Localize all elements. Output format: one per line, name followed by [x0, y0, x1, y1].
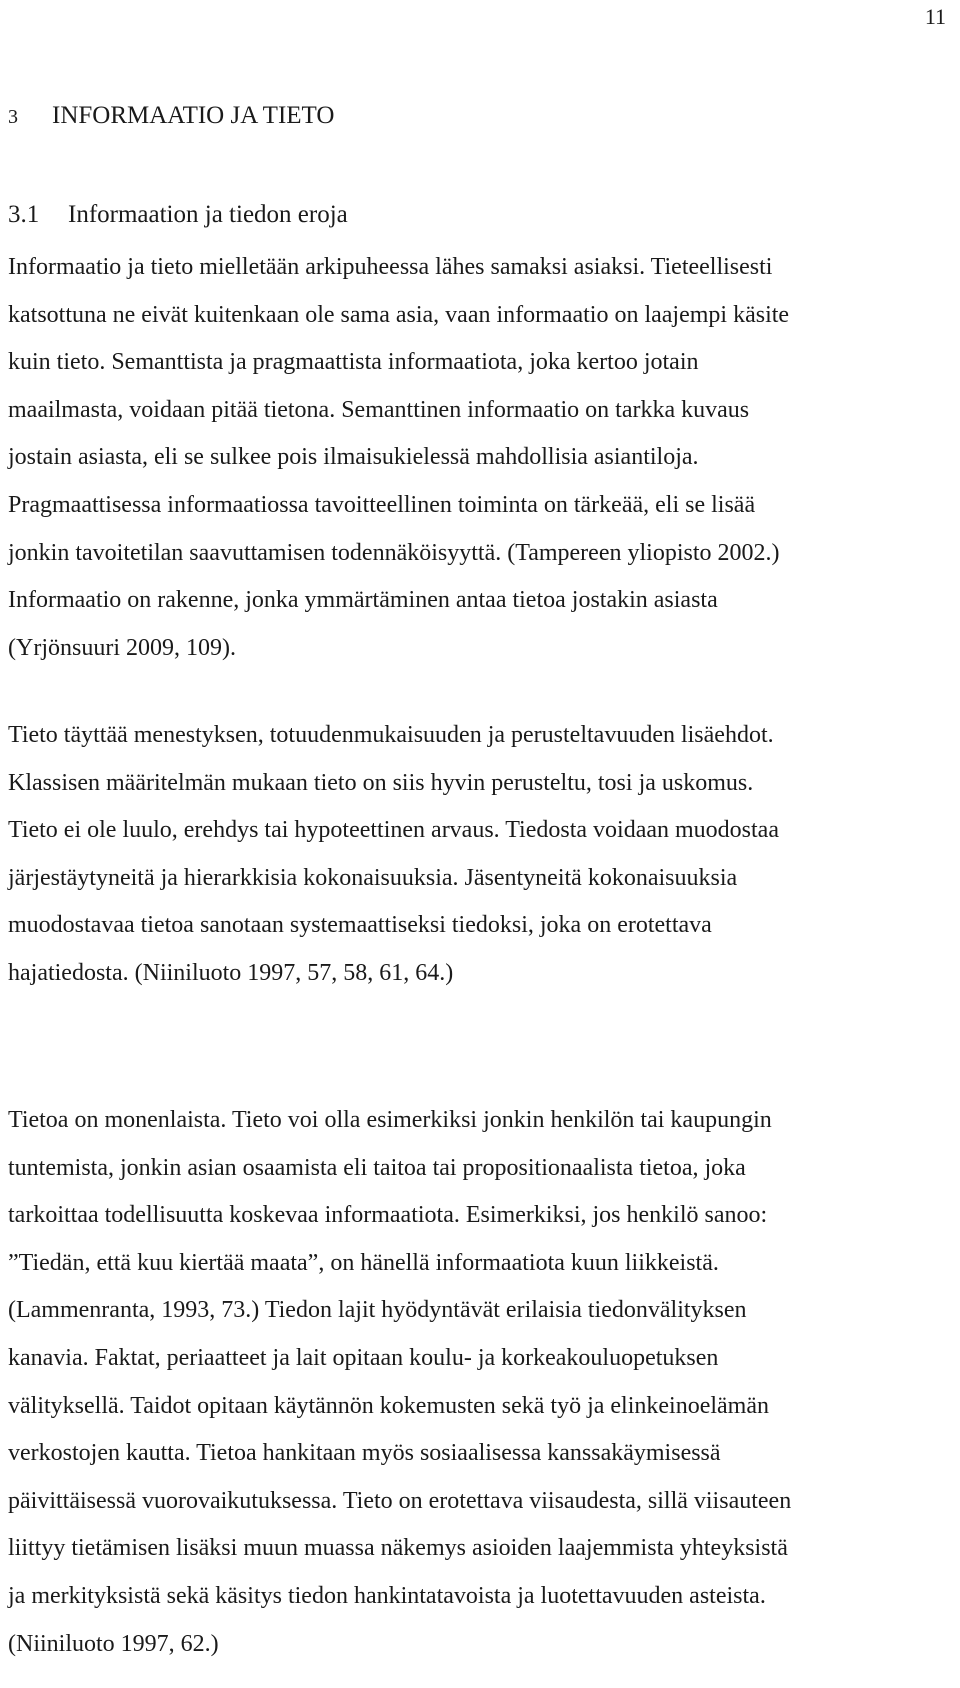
section-number: 3.1: [8, 201, 40, 228]
text-line: verkostojen kautta. Tietoa hankitaan myös sosiaalisessa kanssakäymisessä: [8, 1440, 721, 1467]
text-line: Klassisen määritelmän mukaan tieto on siis hyvin perusteltu, tosi ja uskomus.: [8, 769, 754, 796]
chapter-heading: [8, 100, 334, 133]
text-line: tuntemista, jonkin asian osaamista eli taitoa tai propositionaalista tietoa, joka: [8, 1154, 746, 1181]
text-line: maailmasta, voidaan pitää tietona. Semanttinen informaatio on tarkka kuvaus: [8, 396, 750, 423]
text-line: ”Tiedän, että kuu kiertää maata”, on hänellä informaatiota kuun liikkeistä.: [8, 1249, 719, 1276]
paragraph-3: [8, 1097, 958, 1668]
text-line: liittyy tietämisen lisäksi muun muassa näkemys asioiden laajemmista yhteyksistä: [8, 1535, 788, 1562]
section-heading: [8, 199, 348, 231]
chapter-number: 3: [8, 106, 18, 128]
text-line: hajatiedosta. (Niiniluoto 1997, 57, 58, 61, 64.): [8, 959, 454, 986]
text-line: järjestäytyneitä ja hierarkkisia kokonaisuuksia. Jäsentyneitä kokonaisuuksia: [8, 864, 738, 891]
text-line: Tieto täyttää menestyksen, totuudenmukaisuuden ja perusteltavuuden lisäehdot.: [8, 722, 774, 748]
text-line: tarkoittaa todellisuutta koskevaa informaatiota. Esimerkiksi, jos henkilö sanoo:: [8, 1202, 768, 1229]
text-line: Tieto ei ole luulo, erehdys tai hypoteettinen arvaus. Tiedosta voidaan muodostaa: [8, 817, 779, 844]
text-line: Informaatio ja tieto mielletään arkipuheessa lähes samaksi asiaksi. Tieteellisesti: [8, 254, 773, 280]
text-line: kanavia. Faktat, periaatteet ja lait opitaan koulu- ja korkeakouluopetuksen: [8, 1344, 719, 1371]
text-line: ja merkityksistä sekä käsitys tiedon hankintatavoista ja luotettavuuden asteista.: [8, 1582, 766, 1609]
paragraph-2: [8, 712, 958, 998]
section-title: Informaation ja tiedon eroja: [68, 201, 348, 228]
page-number: 11: [924, 4, 946, 29]
chapter-title: INFORMAATIO JA TIETO: [52, 102, 335, 129]
text-line: jostain asiasta, eli se sulkee pois ilmaisukielessä mahdollisia asiantiloja.: [8, 444, 699, 471]
paragraph-1: [8, 244, 958, 672]
text-line: Tietoa on monenlaista. Tieto voi olla esimerkiksi jonkin henkilön tai kaupungin: [8, 1107, 772, 1133]
text-line: (Niiniluoto 1997, 62.): [8, 1630, 219, 1657]
text-line: (Yrjönsuuri 2009, 109).: [8, 634, 236, 661]
text-line: Pragmaattisessa informaatiossa tavoitteellinen toiminta on tärkeää, eli se lisää: [8, 491, 756, 518]
text-line: katsottuna ne eivät kuitenkaan ole sama asia, vaan informaatio on laajempi käsite: [8, 301, 790, 328]
text-line: (Lammenranta, 1993, 73.) Tiedon lajit hyödyntävät erilaisia tiedonvälityksen: [8, 1297, 747, 1324]
text-line: muodostavaa tietoa sanotaan systemaattiseksi tiedoksi, joka on erotettava: [8, 912, 712, 939]
text-line: jonkin tavoitetilan saavuttamisen todennäköisyyttä. (Tampereen yliopisto 2002.): [8, 539, 780, 566]
text-line: Informaatio on rakenne, jonka ymmärtäminen antaa tietoa jostakin asiasta: [8, 587, 718, 614]
text-line: välityksellä. Taidot opitaan käytännön kokemusten sekä työ ja elinkeinoelämän: [8, 1392, 770, 1419]
text-line: kuin tieto. Semanttista ja pragmaattista informaatiota, joka kertoo jotain: [8, 349, 699, 376]
text-line: päivittäisessä vuorovaikutuksessa. Tieto on erotettava viisaudesta, sillä viisauteen: [8, 1487, 792, 1514]
